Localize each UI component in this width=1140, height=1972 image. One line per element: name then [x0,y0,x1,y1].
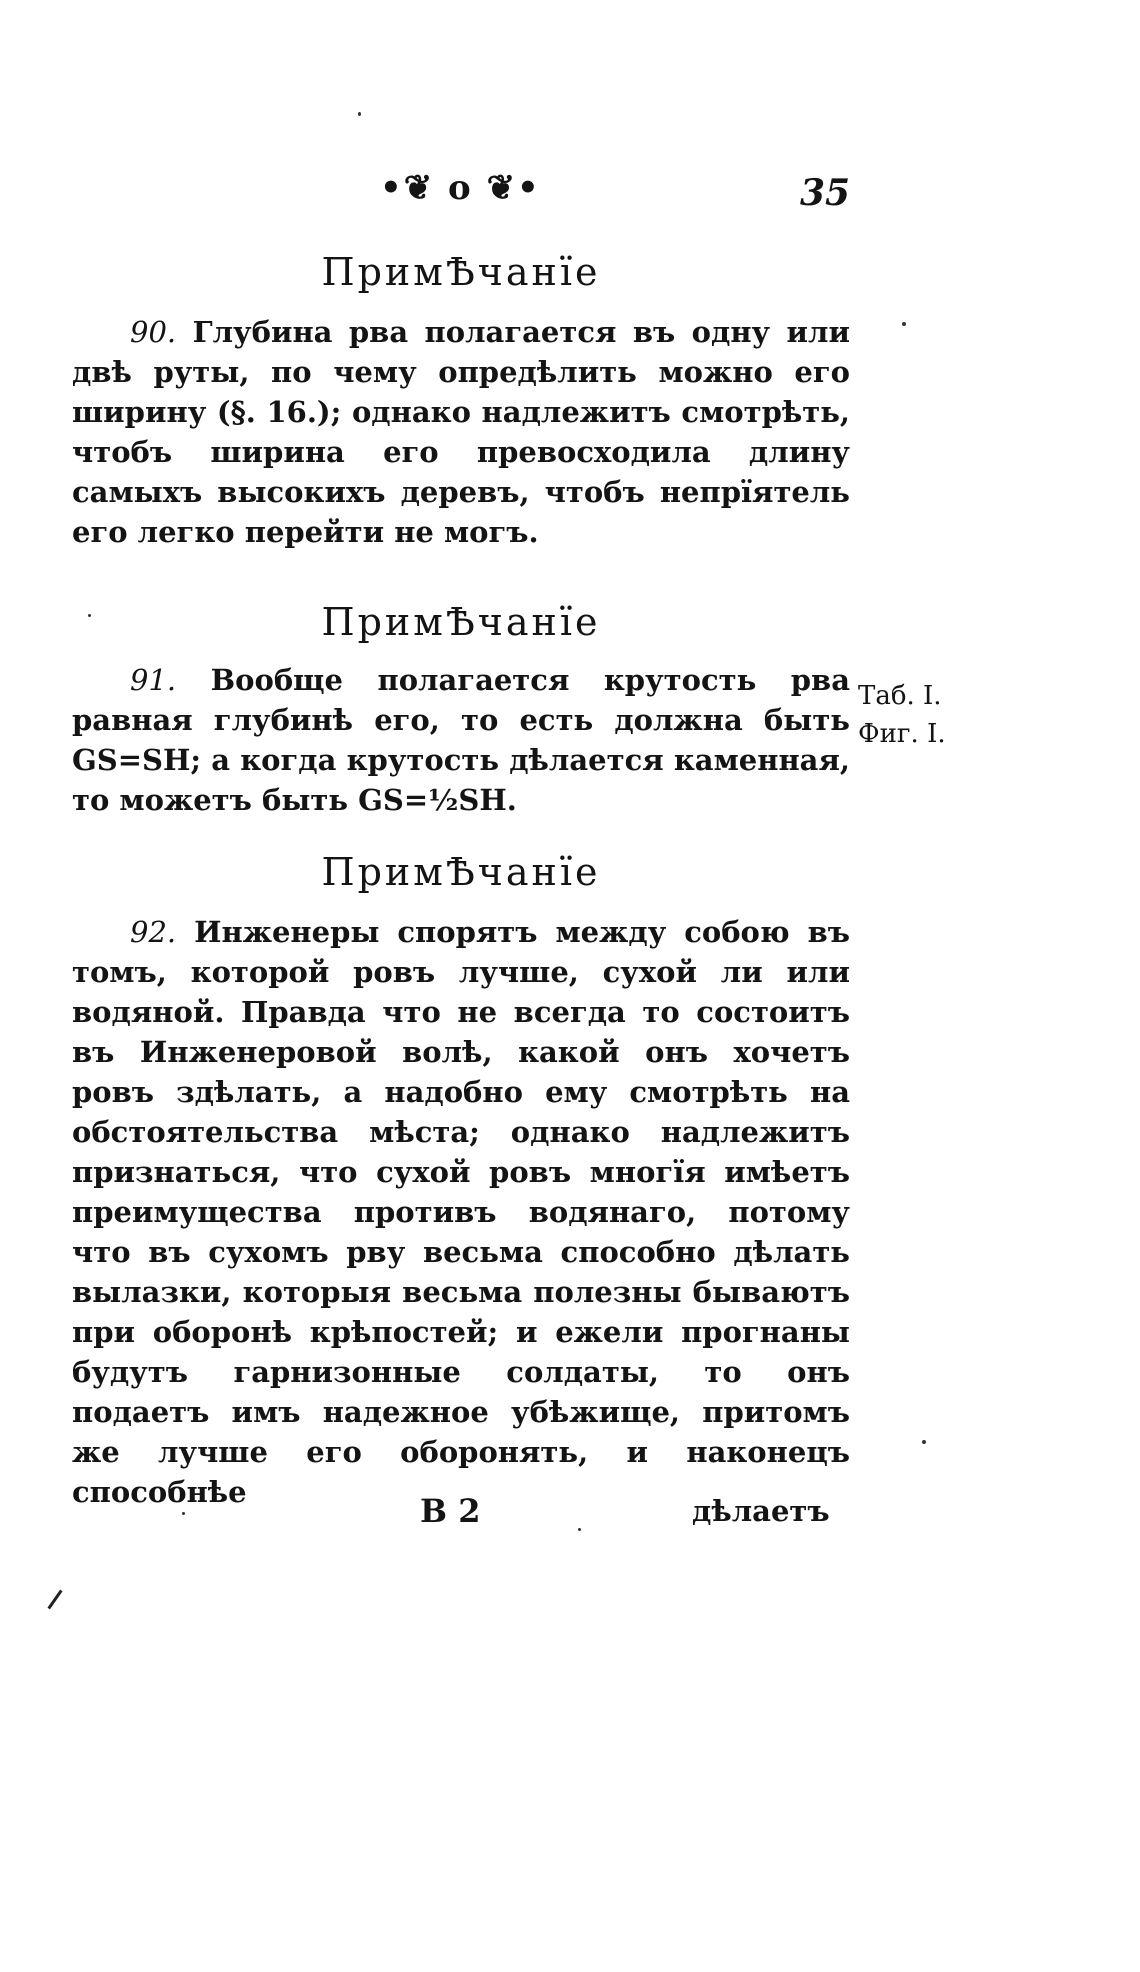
catchword: дѣлаетъ [692,1494,830,1528]
paragraph-text-91: Вообще полагается крутость рва равная глубинѣ его, то есть должна быть GS=SH; а когда крутость дѣлается каменная, то можетъ быть GS=½SH. [72,663,850,817]
paragraph-91 [72,660,850,820]
paragraph-90 [72,312,850,552]
section-heading-90: ПримѢчанїе [321,250,601,294]
header-ornament: •❦ o ❦• [380,168,541,208]
print-speck [182,1512,185,1515]
print-speck [922,1440,926,1444]
section-heading-92: ПримѢчанїе [321,850,601,894]
section-heading-91: ПримѢчанїе [321,600,601,644]
signature-mark: B 2 [420,1492,481,1530]
margin-note-table: Таб. I. [858,681,942,711]
margin-note-figure: Фиг. I. [858,719,946,749]
paragraph-number-90: 90. [130,315,177,349]
ink-stroke-mark [47,1590,62,1610]
paragraph-number-91: 91. [130,663,177,697]
page-number: 35 [800,172,851,214]
paragraph-text-92: Инженеры спорятъ между собою въ томъ, которой ровъ лучше, сухой ли или водяной. Правда что не всегда то состоитъ въ Инженеровой волѣ, какой онъ хочетъ ровъ здѣлать, а надобно ему смотрѣть на обстоятельства мѣста; однако надлежитъ признаться, что сухой ровъ многїя имѣетъ преимущества противъ водянаго, потому что въ сухомъ рву весьма способно дѣлать вылазки, которыя весьма полезны бываютъ при оборонѣ крѣпостей; и ежели прогнаны будутъ гарнизонные солдаты, то онъ подаетъ имъ надежное убѣжище, притомъ же лучше его оборонять, и наконецъ способнѣе [72,915,850,1509]
paragraph-number-92: 92. [130,915,177,949]
print-speck [902,322,906,326]
paragraph-92 [72,912,850,1512]
print-speck [578,1528,581,1531]
print-speck [88,614,91,617]
print-speck [358,112,361,116]
paragraph-text-90: Глубина рва полагается въ одну или двѣ руты, по чему опредѣлить можно его ширину (§. 16.); однако надлежитъ смотрѣть, чтобъ ширина его превосходила длину самыхъ высокихъ деревъ, чтобъ непрїятель его легко перейти не могъ. [72,315,850,549]
